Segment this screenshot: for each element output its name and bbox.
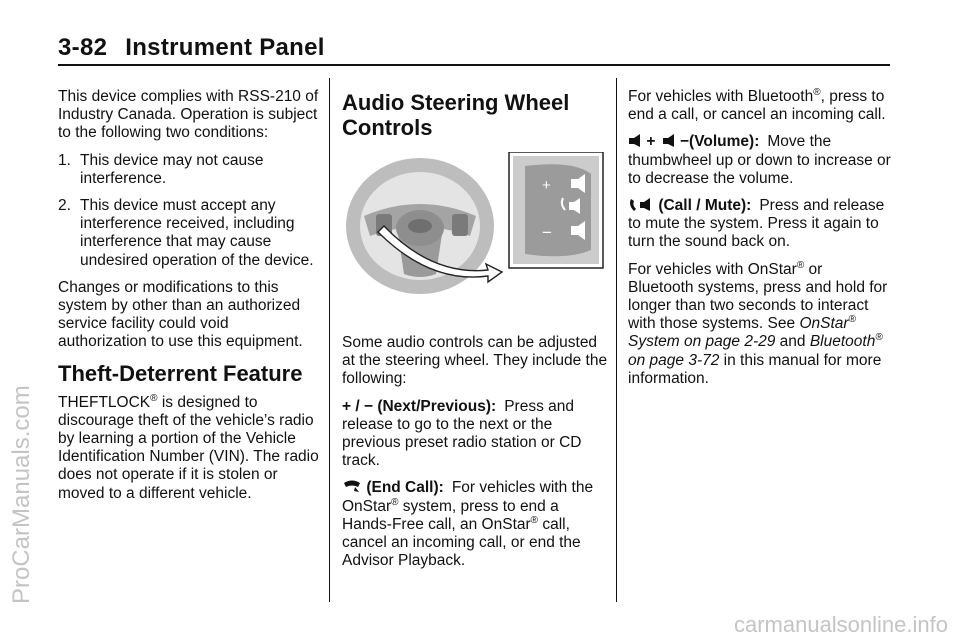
volume-label: −(Volume): bbox=[680, 133, 760, 151]
xref-text: Bluetooth bbox=[809, 333, 876, 351]
bluetooth-text-2: , press to end a call, or cancel an incoming call. bbox=[628, 88, 886, 124]
steering-wheel-figure bbox=[342, 152, 610, 300]
theftlock-name: THEFTLOCK bbox=[58, 393, 151, 411]
emblem bbox=[408, 219, 432, 233]
column-2 bbox=[342, 90, 610, 579]
section-title: Instrument Panel bbox=[125, 34, 325, 61]
volume-plus-sign: + bbox=[646, 133, 656, 151]
list-text: This device must accept any interference received, including interference that may cause undesired operation of the device. bbox=[80, 197, 314, 269]
registered-mark: ® bbox=[848, 314, 856, 326]
audio-controls-heading: Audio Steering Wheel Controls bbox=[342, 90, 570, 140]
next-previous-text: Press and release to go to the next or the previous preset radio station or CD track. bbox=[342, 397, 582, 470]
changes-paragraph: Changes or modifications to this system by other than an authorized service facility could void authorization to use this equipment. bbox=[58, 278, 303, 351]
and-word: and bbox=[779, 333, 806, 351]
onstar-text-1: For vehicles with OnStar bbox=[628, 260, 797, 278]
side-watermark: ProCarManuals.com bbox=[8, 385, 35, 604]
theft-heading: Theft-Deterrent Feature bbox=[58, 360, 303, 386]
xref-text: on page 3-72 bbox=[628, 351, 720, 369]
end-call-text-1: For vehicles with the OnStar bbox=[342, 479, 594, 515]
list-item bbox=[58, 152, 320, 188]
volume-up-icon bbox=[628, 133, 642, 148]
bluetooth-text-1: For vehicles with Bluetooth bbox=[628, 88, 814, 105]
volume-down-icon bbox=[662, 133, 676, 148]
bluetooth-paragraph bbox=[628, 88, 892, 124]
end-call-entry bbox=[342, 479, 610, 570]
control-button-right bbox=[452, 214, 468, 236]
call-mute-label: (Call / Mute): bbox=[658, 197, 752, 215]
registered-mark: ® bbox=[530, 514, 539, 526]
column-1 bbox=[58, 88, 320, 512]
call-mute-entry bbox=[628, 197, 892, 252]
xref-text: System on page 2-29 bbox=[628, 333, 776, 351]
list-number: 1. bbox=[58, 151, 71, 169]
column-divider-2 bbox=[616, 78, 617, 602]
end-call-label: (End Call): bbox=[366, 479, 444, 497]
compliance-intro: This device complies with RSS-210 of Industry Canada. Operation is subject to the following two conditions: bbox=[58, 88, 319, 142]
column-divider-1 bbox=[329, 78, 330, 602]
conditions-list bbox=[58, 152, 320, 270]
next-previous-entry bbox=[342, 398, 610, 471]
page-header bbox=[58, 34, 343, 62]
page-number: 3-82 bbox=[58, 34, 108, 61]
list-item bbox=[58, 197, 320, 270]
registered-mark: ® bbox=[813, 86, 821, 98]
onstar-paragraph bbox=[628, 261, 892, 388]
bottom-watermark: carmanualsonline.info bbox=[733, 612, 948, 637]
registered-mark: ® bbox=[391, 496, 399, 508]
registered-mark: ® bbox=[150, 392, 158, 404]
theftlock-text: is designed to discourage theft of the vehicle’s radio by learning a portion of the Vehicle Identification Number (VIN). The radio does not operate if it is stolen or moved to a different vehicle. bbox=[58, 393, 319, 502]
header-rule bbox=[58, 64, 890, 66]
next-previous-label: + / − (Next/Previous): bbox=[342, 397, 497, 415]
inset-plus-label: + bbox=[542, 177, 551, 194]
end-call-text-2: system, press to end a Hands-Free call, an OnStar bbox=[342, 497, 559, 533]
registered-mark: ® bbox=[875, 332, 883, 344]
closing-text: in this manual for more information. bbox=[628, 351, 882, 387]
volume-entry bbox=[628, 133, 892, 188]
onstar-text-2: or Bluetooth systems, press and hold for longer than two seconds to interact with those systems. See bbox=[628, 260, 888, 333]
inset-minus-label: − bbox=[542, 223, 552, 242]
audio-controls-intro: Some audio controls can be adjusted at the steering wheel. They include the following: bbox=[342, 334, 608, 388]
column-3 bbox=[628, 88, 892, 397]
end-call-text-3: call, cancel an incoming call, or end the Advisor Playback. bbox=[342, 515, 581, 570]
call-mute-icon bbox=[628, 197, 654, 212]
end-call-icon bbox=[342, 479, 362, 494]
theftlock-paragraph bbox=[58, 394, 320, 503]
list-number: 2. bbox=[58, 197, 71, 215]
registered-mark: ® bbox=[796, 259, 805, 271]
volume-text: Move the thumbwheel up or down to increase or to decrease the volume. bbox=[628, 133, 891, 187]
steering-wheel-illustration bbox=[342, 152, 610, 300]
call-mute-text: Press and release to mute the system. Press it again to turn the sound back on. bbox=[628, 197, 885, 251]
xref-text: OnStar bbox=[799, 315, 849, 333]
list-text: This device may not cause interference. bbox=[80, 151, 264, 187]
